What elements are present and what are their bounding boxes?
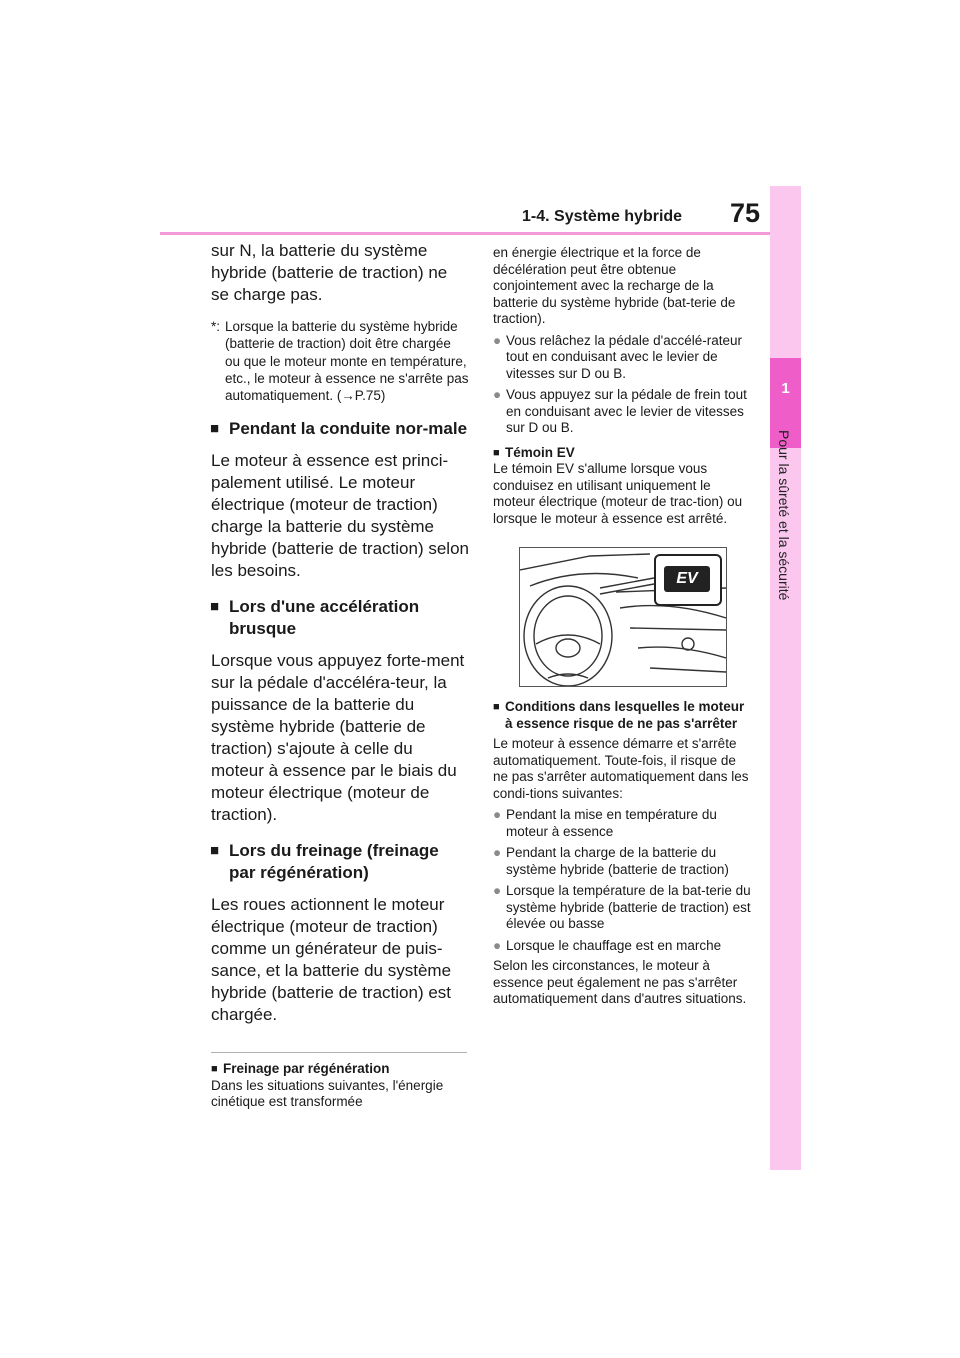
list-item-text: Pendant la mise en température du moteur à essence bbox=[506, 807, 717, 839]
continued-text: en énergie électrique et la force de décélération peut être obtenue conjointement avec la recharge de la batterie du système hybride (bat-terie de traction). bbox=[493, 245, 736, 326]
round-bullet-icon: ● bbox=[493, 883, 502, 898]
square-bullet-icon: ■ bbox=[210, 598, 220, 616]
round-bullet-icon: ● bbox=[493, 387, 502, 402]
round-bullet-icon: ● bbox=[493, 332, 502, 348]
square-bullet-icon: ■ bbox=[210, 420, 220, 438]
list-item bbox=[493, 333, 751, 383]
closing-text: Selon les circonstances, le moteur à essence peut également ne pas s'arrêter automatiquement dans d'autres situations. bbox=[493, 958, 747, 1006]
info-divider bbox=[211, 1052, 467, 1053]
square-bullet-icon: ■ bbox=[211, 1063, 218, 1076]
list-item-text: Vous relâchez la pédale d'accélé-rateur tout en conduisant avec le levier de vitesses sur D ou B. bbox=[506, 332, 742, 381]
info-heading bbox=[493, 445, 751, 462]
list-item bbox=[493, 938, 751, 955]
section-heading-text: Pendant la conduite nor-male bbox=[229, 419, 468, 439]
info-heading-text: Témoin EV bbox=[505, 444, 575, 460]
intro-text: sur N, la batterie du système hybride (batterie de traction) ne se charge pas. bbox=[211, 241, 448, 304]
round-bullet-icon: ● bbox=[493, 807, 502, 822]
section-heading-text: Lors d'une accélération brusque bbox=[229, 597, 420, 639]
info-text: Le témoin EV s'allume lorsque vous conduisez en utilisant uniquement le moteur électrique (moteur de trac-tion) ou lorsque le moteur à essence est arrêté. bbox=[493, 461, 743, 526]
list-item-text: Vous appuyez sur la pédale de frein tout en conduisant avec le levier de vitesses sur D ou B. bbox=[506, 387, 747, 435]
section-text: Les roues actionnent le moteur électrique (moteur de traction) comme un générateur de puis-sance, et la batterie du système hybride (batterie de traction) est chargée. bbox=[211, 895, 452, 1025]
info-heading-text: Freinage par régénération bbox=[223, 1061, 390, 1077]
list-item bbox=[493, 387, 751, 437]
footnote-mark: *: bbox=[211, 319, 221, 334]
footnote bbox=[211, 318, 469, 404]
list-item bbox=[493, 845, 751, 878]
info-text: Le moteur à essence démarre et s'arrête automatiquement. Toute-fois, il risque de ne pas s'arrêter automatiquement dans les condi-tions suivantes: bbox=[493, 736, 749, 801]
list-item-text: Pendant la charge de la batterie du système hybride (batterie de traction) bbox=[506, 845, 729, 877]
square-bullet-icon: ■ bbox=[493, 701, 500, 713]
right-column bbox=[493, 245, 751, 1008]
list-item-text: Lorsque la température de la bat-terie du système hybride (batterie de traction) est élevée ou basse bbox=[506, 883, 751, 931]
info-heading-text: Conditions dans lesquelles le moteur à essence risque de ne pas s'arrêter bbox=[505, 699, 745, 731]
square-bullet-icon: ■ bbox=[210, 842, 220, 860]
left-column bbox=[211, 240, 469, 1111]
section-heading-text: Lors du freinage (freinage par régénération) bbox=[229, 841, 439, 883]
section-heading bbox=[211, 418, 469, 440]
section-heading bbox=[211, 840, 469, 884]
info-heading bbox=[493, 699, 751, 732]
footnote-text: Lorsque la batterie du système hybride (batterie de traction) doit être chargée ou que le moteur monte en température, etc., le moteur à essence ne s'arrête pas automatiquement. (→P.75) bbox=[225, 319, 469, 404]
section-title: 1-4. Système hybride bbox=[522, 208, 683, 225]
list-item bbox=[493, 883, 751, 933]
section-text: Le moteur à essence est princi-palement utilisé. Le moteur électrique (moteur de traction) charge la batterie du système hybride (batterie de traction) selon les besoins. bbox=[211, 451, 469, 581]
page-number: 75 bbox=[730, 198, 761, 228]
header-rule bbox=[160, 232, 770, 235]
chapter-number: 1 bbox=[781, 380, 790, 397]
ev-indicator-icon: EV bbox=[664, 566, 710, 592]
section-text: Lorsque vous appuyez forte-ment sur la pédale d'accéléra-teur, la puissance de la batterie du système hybride (batterie de traction) s'ajoute à celle du moteur à essence par le biais du moteur électrique (moteur de traction). bbox=[211, 651, 465, 825]
info-heading bbox=[211, 1061, 469, 1078]
round-bullet-icon: ● bbox=[493, 845, 502, 860]
square-bullet-icon: ■ bbox=[493, 446, 500, 459]
section-heading bbox=[211, 596, 469, 640]
round-bullet-icon: ● bbox=[493, 937, 502, 953]
chapter-side-tab[interactable] bbox=[770, 186, 801, 1170]
ev-callout-box bbox=[654, 554, 722, 606]
chapter-title: Pour la sûreté et la sécurité bbox=[776, 430, 792, 601]
list-item-text: Lorsque le chauffage est en marche bbox=[506, 937, 722, 953]
list-item bbox=[493, 807, 751, 840]
info-text: Dans les situations suivantes, l'énergie cinétique est transformée bbox=[211, 1077, 444, 1110]
dashboard-illustration bbox=[519, 547, 727, 687]
